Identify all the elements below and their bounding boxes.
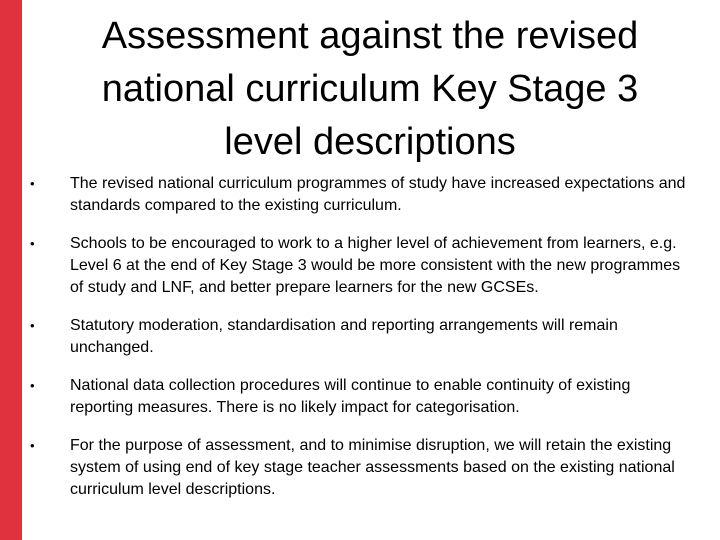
bullet-icon: • bbox=[30, 378, 35, 393]
bullet-icon: • bbox=[30, 236, 35, 251]
bullet-item bbox=[30, 375, 690, 419]
bullet-item bbox=[30, 315, 690, 359]
bullet-text: Schools to be encouraged to work to a higher level of achievement from learners, e.g. Level 6 at the end of Key Stage 3 would be more consistent with the new programmes of study and LNF, and better prepare learners for the new GCSEs. bbox=[70, 235, 681, 296]
title-line-2: national curriculum Key Stage 3 bbox=[101, 68, 639, 110]
bullet-icon: • bbox=[30, 176, 35, 191]
bullet-text: For the purpose of assessment, and to minimise disruption, we will retain the existing system of using end of key stage teacher assessments based on the existing national curriculum level descriptions. bbox=[70, 437, 675, 498]
title-line-3: level descriptions bbox=[224, 121, 516, 163]
bullet-list bbox=[30, 173, 690, 517]
bullet-text: National data collection procedures will continue to enable continuity of existing reporting measures. There is no likely impact for categorisation. bbox=[70, 377, 631, 416]
bullet-icon: • bbox=[30, 318, 35, 333]
bullet-icon: • bbox=[30, 438, 35, 453]
accent-bar bbox=[0, 0, 22, 540]
title-line-1: Assessment against the revised bbox=[101, 15, 639, 57]
bullet-item bbox=[30, 233, 690, 299]
bullet-item bbox=[30, 435, 690, 501]
bullet-text: The revised national curriculum programmes of study have increased expectations and standards compared to the existing curriculum. bbox=[70, 175, 686, 214]
bullet-item bbox=[30, 173, 690, 217]
bullet-text: Statutory moderation, standardisation and reporting arrangements will remain unchanged. bbox=[70, 317, 618, 356]
slide-title bbox=[30, 10, 710, 169]
